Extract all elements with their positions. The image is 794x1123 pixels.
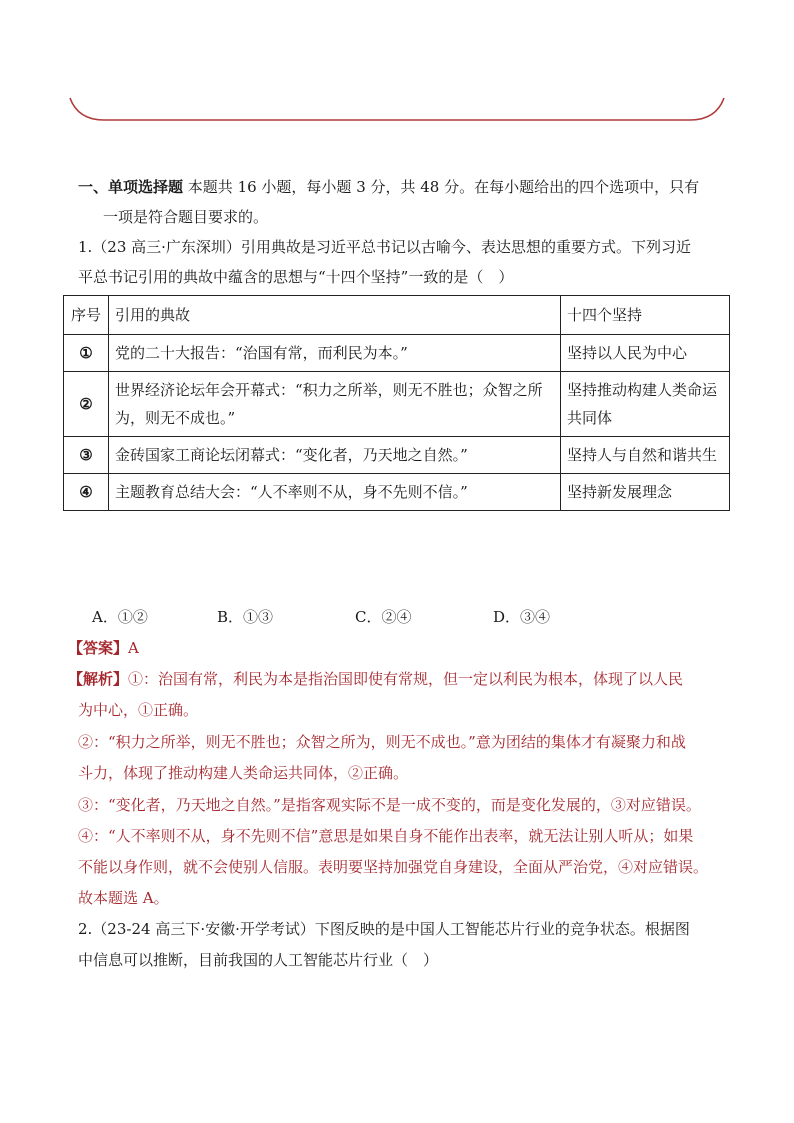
analysis-line: 斗力，体现了推动构建人类命运共同体，②正确。 (78, 764, 409, 782)
q1-stem-line2: 平总书记引用的典故中蕴含的思想与“十四个坚持”一致的是（ ） (78, 268, 514, 286)
option-c: C．②④ (355, 608, 412, 626)
answer-label: 【答案】 (68, 639, 129, 657)
analysis-text: ①：治国有常，利民为本是指治国即使有常规，但一定以利民为根本，体现了以人民 (128, 670, 684, 688)
q1-table (63, 295, 730, 511)
section-heading: 一、单项选择题 (78, 178, 184, 196)
q1-stem-line1: 1.（23 高三·广东深圳）引用典故是习近平总书记以古喻今、表达思想的重要方式。下列习近 (78, 238, 691, 256)
section-intro-line2: 一项是符合题目要求的。 (103, 208, 269, 226)
row-quote: 世界经济论坛年会开幕式：“积力之所举，则无不胜也；众智之所为，则无不成也。” (109, 372, 561, 437)
row-num: ② (64, 372, 109, 437)
table-row (64, 372, 730, 437)
row-num: ① (64, 335, 109, 372)
table-row (64, 474, 730, 511)
row-num: ④ (64, 474, 109, 511)
table-row (64, 437, 730, 474)
section-intro: 本题共 16 小题，每小题 3 分，共 48 分。在每小题给出的四个选项中，只有 (187, 178, 700, 196)
header-num: 序号 (64, 296, 109, 335)
row-principle: 坚持推动构建人类命运共同体 (561, 372, 730, 437)
analysis-line (68, 669, 683, 689)
q2-stem-line1: 2.（23-24 高三下·安徽·开学考试）下图反映的是中国人工智能芯片行业的竞争状态。根据图 (78, 920, 690, 938)
header-decorative-curve (68, 96, 726, 126)
analysis-line: 故本题选 A。 (78, 889, 169, 907)
analysis-line: ②：“积力之所举，则无不胜也；众智之所为，则无不成也。”意为团结的集体才有凝聚力和战 (78, 733, 686, 751)
analysis-line: 不能以身作则，就不会使别人信服。表明要坚持加强党自身建设，全面从严治党，④对应错误。 (78, 858, 709, 876)
section-intro-line1 (78, 177, 699, 197)
q1-options (92, 606, 550, 627)
row-principle: 坚持新发展理念 (561, 474, 730, 511)
q1-answer (68, 638, 139, 658)
analysis-label: 【解析】 (68, 670, 129, 688)
row-principle: 坚持以人民为中心 (561, 335, 730, 372)
analysis-line: ③：“变化者，乃天地之自然。”是指客观实际不是一成不变的，而是变化发展的，③对应错误。 (78, 796, 701, 814)
row-num: ③ (64, 437, 109, 474)
option-b: B．①③ (217, 608, 274, 626)
answer-value: A (128, 639, 139, 657)
analysis-line: ④：“人不率则不从，身不先则不信”意思是如果自身不能作出表率，就无法让别人听从；如果 (78, 827, 694, 845)
table-header-row (64, 296, 730, 335)
option-a: A．①② (92, 608, 148, 626)
option-d: D．③④ (493, 608, 551, 626)
header-principle: 十四个坚持 (561, 296, 730, 335)
row-quote: 党的二十大报告：“治国有常，而利民为本。” (109, 335, 561, 372)
q2-stem-line2: 中信息可以推断，目前我国的人工智能芯片行业（ ） (78, 951, 439, 969)
table-row (64, 335, 730, 372)
row-principle: 坚持人与自然和谐共生 (561, 437, 730, 474)
header-quote: 引用的典故 (109, 296, 561, 335)
analysis-line: 为中心，①正确。 (78, 701, 199, 719)
row-quote: 金砖国家工商论坛闭幕式：“变化者，乃天地之自然。” (109, 437, 561, 474)
row-quote: 主题教育总结大会：“人不率则不从，身不先则不信。” (109, 474, 561, 511)
